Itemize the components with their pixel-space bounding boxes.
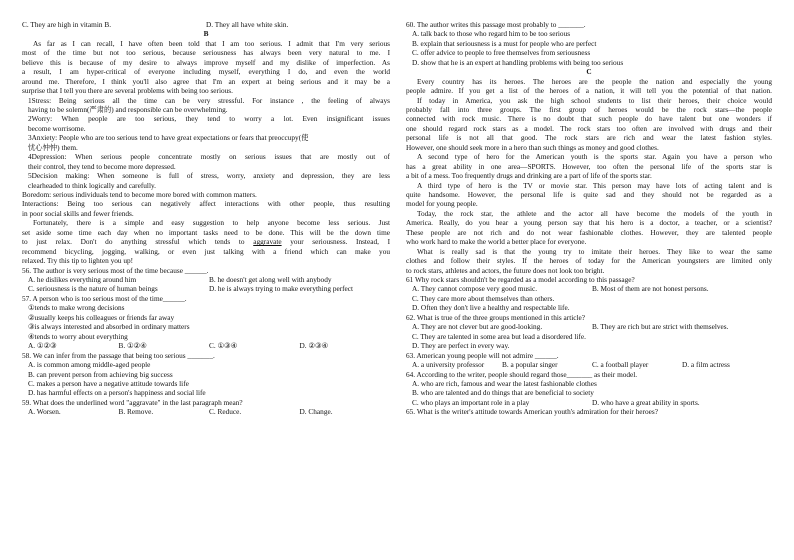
right-text-line: quite handsome. However, the personal life is quite sad and they should not be regarded as a bbox=[406, 190, 772, 199]
left-column bbox=[22, 20, 390, 417]
right-text-line: to rock stars, athletes and actors, the future does not look too bright. bbox=[406, 265, 605, 275]
right-options-row bbox=[406, 322, 772, 331]
left-text-line: 1Stress: Being serious all the time can be very stressful. For instance , the feeling of always bbox=[28, 95, 390, 105]
right-text-line: However, one should seek more in a hero than such things as money and good clothes. bbox=[406, 142, 659, 152]
right-options-row bbox=[406, 284, 772, 293]
right-column bbox=[406, 20, 772, 417]
right-text-line: B. explain that seriousness is a must for people who are perfect bbox=[412, 38, 597, 48]
answer-option: A. They are not clever but are good-looking. bbox=[412, 322, 543, 332]
left-text-line: a result, I am hyper-critical of everyone including myself, everything I do, and even the world bbox=[22, 67, 390, 77]
left-text-line: 56. The author is very serious most of the time because ______. bbox=[22, 265, 209, 275]
left-text-line: become worrisome. bbox=[28, 123, 86, 133]
right-text-line: C. offer advice to people to free themselves from seriousness bbox=[412, 48, 591, 58]
right-text-line: D. Often they don't live a healthy and respectable life. bbox=[412, 303, 570, 313]
left-text-line: set aside some time each day when no important tasks need to be done. This will be the down time bbox=[22, 227, 390, 237]
right-text-line: 60. The author writes this passage most probably to _______. bbox=[406, 20, 586, 29]
right-text-line: C. They care more about themselves than others. bbox=[412, 293, 555, 303]
left-options-row bbox=[22, 20, 390, 29]
answer-option: B. he doesn't get along well with anybody bbox=[209, 275, 332, 285]
answer-option: A. They cannot compose very good music. bbox=[412, 284, 538, 294]
left-text-line: believe this is because of my desire to always improve myself and my dislike of imperfection. As bbox=[22, 57, 390, 67]
left-options-row bbox=[22, 284, 390, 293]
right-text-line: C. They are talented in some area but lead a disordered life. bbox=[412, 331, 586, 341]
right-text-line: Every country has its heroes. The heroes are the people the nation and especially the young bbox=[417, 76, 772, 86]
answer-option: D. a film actress bbox=[682, 360, 730, 370]
right-options-row bbox=[406, 360, 772, 369]
left-text-line: Boredom: serious individuals tend to become more bored with common matters. bbox=[22, 190, 257, 200]
right-text-line: model for young people. bbox=[406, 199, 478, 209]
right-text-line: connected with rock music. There is no doubt that such people do have talent but one wonders if bbox=[406, 114, 772, 124]
left-text-line: clearheaded to think logically and carefully. bbox=[28, 180, 156, 190]
left-text-line: D. has harmful effects on a person's happiness and social life bbox=[28, 388, 206, 398]
answer-option: D. ②③④ bbox=[299, 341, 329, 351]
answer-option: C. Reduce. bbox=[209, 407, 242, 417]
right-text-line: A. who are rich, famous and wear the latest fashionable clothes bbox=[412, 378, 597, 388]
answer-option: C. They are high in vitamin B. bbox=[22, 20, 112, 29]
right-text-line: America. Really, do you hear a young person say that his hero is a doctor, a teacher, or a scientist? bbox=[406, 218, 772, 228]
answer-option: A. Worsen. bbox=[28, 407, 61, 417]
right-text-line: a bit of a mess. Too frequently drugs and drinking are a part of life of the sports star. bbox=[406, 171, 652, 181]
left-text-line: 5Decision making: When someone is full of stress, worry, anxiety and depression, they are less bbox=[28, 171, 390, 181]
left-text-line: relaxed. Try this tip to lighten you up! bbox=[22, 256, 134, 266]
answer-option: B. Most of them are not honest persons. bbox=[592, 284, 709, 294]
right-text-line: 64. According to the writer, people should regard those_______ as their model. bbox=[406, 369, 638, 379]
left-text-line: 3Anxiety: People who are too serious tend to have great expectations or fears that preoccupy(使 bbox=[28, 133, 309, 143]
right-text-line: These people are not rich and do not wear fashionable clothes. However, they are talented people bbox=[406, 227, 772, 237]
left-text-line: surprise that I tell you there are several problems with being too serious. bbox=[22, 86, 233, 96]
left-text-line: recommend bicycling, jogging, walking, or even just talking with a friend which can make you bbox=[22, 246, 390, 256]
left-text-line: 忧心忡忡) them. bbox=[28, 142, 78, 152]
left-text-line: 58. We can infer from the passage that being too serious _______. bbox=[22, 350, 215, 360]
left-text-line: Interactions: Being too serious can negatively affect interactions with other people, thus resulting bbox=[22, 199, 390, 209]
left-text-line: their control, they tend to become more depressed. bbox=[28, 161, 176, 171]
right-text-line: personal life is not all that good. The rock stars are rich and wear the latest fashion styles. bbox=[406, 133, 772, 143]
right-text-line: A. talk back to those who regard him to be too serious bbox=[412, 29, 571, 39]
answer-option: D. They all have white skin. bbox=[206, 20, 289, 29]
right-text-line: 63. American young people will not admire ______. bbox=[406, 350, 559, 360]
right-text-line: 65. What is the writer's attitude towards American youth's admiration for their heroes? bbox=[406, 407, 658, 417]
left-options-row bbox=[22, 407, 390, 416]
answer-option: C. a football player bbox=[592, 360, 649, 370]
answer-option: A. ①②③ bbox=[28, 341, 57, 351]
right-text-line: D. show that he is an expert at handling problems with being too serious bbox=[412, 57, 624, 67]
left-text-line: ①tends to make wrong decisions bbox=[28, 303, 125, 313]
left-text-line: 4Depression: When serious people concentrate mostly on serious issues that are mostly out of bbox=[28, 152, 390, 162]
answer-option: A. a university professor bbox=[412, 360, 485, 370]
right-text-line: who work hard to make the world a better place for everyone. bbox=[406, 237, 587, 247]
left-text-line: most of the time but not too serious, because seriousness has always been very natural to me. I bbox=[22, 48, 390, 58]
right-text-line: A second type of hero for the American youth is the sports star. Again you have a person who bbox=[417, 152, 772, 162]
left-text-line: 57. A person who is too serious most of the time______. bbox=[22, 293, 187, 303]
right-text-line: 62. What is true of the three groups mentioned in this article? bbox=[406, 312, 585, 322]
left-options-row bbox=[22, 275, 390, 284]
left-text-line: C. makes a person have a negative attitude towards life bbox=[28, 379, 189, 388]
right-text-line: B. who are talented and do things that are beneficial to society bbox=[412, 388, 594, 398]
answer-option: C. seriousness is the nature of human beings bbox=[28, 284, 158, 294]
right-text-line: A third type of hero is the TV or movie star. This person may have lots of acting talent and is bbox=[417, 180, 772, 190]
right-text-line: Today, the rock star, the athlete and the actor all have become the models of the youth in bbox=[417, 208, 772, 218]
answer-option: D. Change. bbox=[299, 407, 333, 417]
left-text-line: B. can prevent person from achieving big success bbox=[28, 369, 173, 379]
left-text-line: ④tends to worry about everything bbox=[28, 331, 128, 341]
answer-option: B. Remove. bbox=[118, 407, 154, 417]
left-text-line: As far as I can recall, I have often been told that I am too serious. I admit that I'm very serious bbox=[33, 38, 390, 48]
left-text-line: Fortunately, there is a simple and easy suggestion to help anyone become less serious. Just bbox=[33, 218, 390, 228]
right-text-line: What is really sad is that the young try to imitate their heroes. They like to wear the same bbox=[417, 246, 772, 256]
answer-option: D. he is always trying to make everything perfect bbox=[209, 284, 354, 294]
right-text-line: people admire. If you get a list of the heroes of a nation, it will tell you the potential of that nation. bbox=[406, 86, 772, 96]
section-heading: B bbox=[203, 29, 209, 39]
right-text-line: has a great ability in one area—SPORTS. However, too often the personal life of the sports star is bbox=[406, 161, 772, 171]
answer-option: B. a popular singer bbox=[502, 360, 558, 370]
answer-option: D. who have a great ability in sports. bbox=[592, 397, 700, 407]
left-text-line: around me. Therefore, I think you'll also agree that I'm an expert at being serious and it may be a bbox=[22, 76, 390, 86]
left-text-line: in poor social skills and fewer friends. bbox=[22, 208, 134, 218]
right-text-line: 61 Why rock stars shouldn't be regarded as a model according to this passage? bbox=[406, 274, 635, 284]
left-text-line: to just relax. Don't do anything stressful which tends to aggravate your seriousness. Instead, I bbox=[22, 237, 390, 247]
left-text-line: ③is always interested and absorbed in ordinary matters bbox=[28, 322, 190, 332]
right-text-line: clothes and follow their styles. If the heroes of today for the American youngsters are limited only bbox=[406, 256, 772, 266]
right-options-row bbox=[406, 398, 772, 407]
underlined-word: aggravate bbox=[253, 237, 282, 247]
answer-option: C. ①③④ bbox=[209, 341, 238, 351]
left-options-row bbox=[22, 341, 390, 350]
answer-option: C. who plays an important role in a play bbox=[412, 397, 530, 407]
left-text-line: 2Worry: When people are too serious, they tend to worry a lot. Even insignificant issues bbox=[28, 114, 390, 124]
left-text-line: ②usually keeps his colleagues or friends far away bbox=[28, 312, 175, 322]
section-heading: C bbox=[586, 67, 592, 77]
right-text-line: one should regard rock stars as a model. The rock stars too often are involved with drugs and their bbox=[406, 123, 772, 133]
left-text-line: 59. What does the underlined word "aggravate" in the last paragraph mean? bbox=[22, 397, 243, 407]
right-text-line: If today in America, you ask the high school students to list their heroes, their choice would bbox=[417, 95, 772, 105]
right-text-line: D. They are perfect in every way. bbox=[412, 341, 510, 351]
left-text-line: A. is common among middle-aged people bbox=[28, 360, 151, 370]
answer-option: B. ①②④ bbox=[118, 341, 147, 351]
left-text-line: having to be solemn(严肃的) and responsible can be overwhelming. bbox=[28, 104, 228, 114]
answer-option: A. he dislikes everything around him bbox=[28, 275, 137, 285]
answer-option: B. They are rich but are strict with themselves. bbox=[592, 322, 729, 332]
right-text-line: probably fall into three groups. The first group of heroes would be the rock stars—the people bbox=[406, 105, 772, 115]
